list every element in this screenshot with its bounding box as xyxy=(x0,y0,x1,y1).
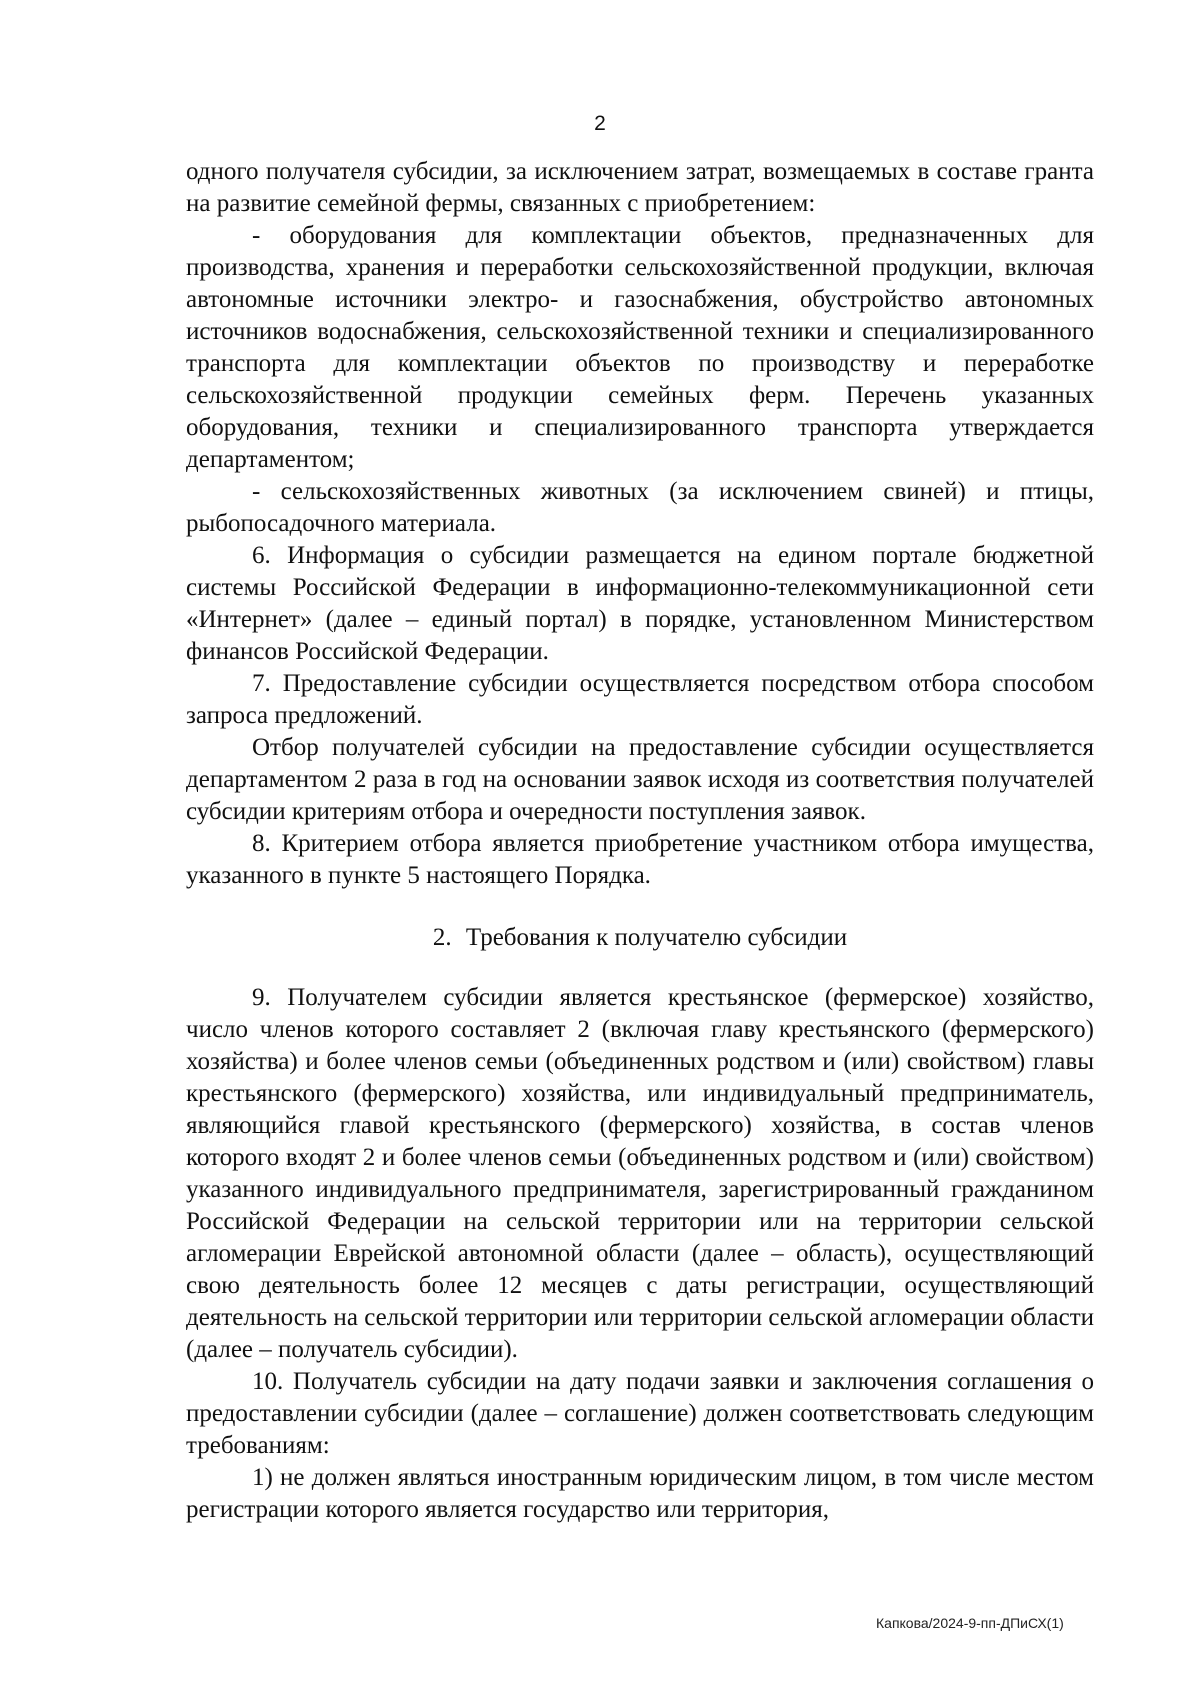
paragraph-selection: Отбор получателей субсидии на предоставление субсидии осуществляется департаментом 2 раза в год на основании заявок исходя из соответствия получателей субсидии критериям отбора и очередности поступления заявок. xyxy=(186,734,1094,825)
paragraph-7: 7. Предоставление субсидии осуществляется посредством отбора способом запроса предложений. xyxy=(186,670,1094,729)
section-heading xyxy=(186,922,1094,954)
page-number: 2 xyxy=(594,112,606,135)
paragraph-6: 6. Информация о субсидии размещается на едином портале бюджетной системы Российской Федерации в информационно-телекоммуникационной сети «Интернет» (далее – единый портал) в порядке, установленном Министерством финансов Российской Федерации. xyxy=(186,542,1094,665)
section-number: 2. xyxy=(432,924,452,951)
paragraph-continuation: одного получателя субсидии, за исключением затрат, возмещаемых в составе гранта на развитие семейной фермы, связанных с приобретением: xyxy=(186,158,1094,217)
document-code: Капкова/2024-9-пп-ДПиСХ(1) xyxy=(876,1615,1064,1631)
document-body xyxy=(186,156,1094,1526)
paragraph-animals: - сельскохозяйственных животных (за исключением свиней) и птицы, рыбопосадочного материала. xyxy=(186,478,1094,537)
paragraph-10: 10. Получатель субсидии на дату подачи заявки и заключения соглашения о предоставлении субсидии (далее – соглашение) должен соответствовать следующим требованиям: xyxy=(186,1368,1094,1459)
section-title: Требования к получателю субсидии xyxy=(465,924,848,951)
paragraph-equipment: - оборудования для комплектации объектов, предназначенных для производства, хранения и переработки сельскохозяйственной продукции, включая автономные источники электро- и газоснабжения, обустройство автономных источников водоснабжения, сельскохозяйственной техники и специализированного транспорта для комплектации объектов по производству и переработке сельскохозяйственной продукции семейных ферм. Перечень указанных оборудования, техники и специализированного транспорта утверждается департаментом; xyxy=(186,222,1094,473)
paragraph-9: 9. Получателем субсидии является крестьянское (фермерское) хозяйство, число членов которого составляет 2 (включая главу крестьянского (фермерского) хозяйства) и более членов семьи (объединенных родством и (или) свойством) главы крестьянского (фермерского) хозяйства, или индивидуальный предприниматель, являющийся главой крестьянского (фермерского) хозяйства, в состав членов которого входят 2 и более членов семьи (объединенных родством и (или) свойством) указанного индивидуального предпринимателя, зарегистрированный гражданином Российской Федерации на сельской территории или на территории сельской агломерации Еврейской автономной области (далее – область), осуществляющий свою деятельность более 12 месяцев с даты регистрации, осуществляющий деятельность на сельской территории или территории сельской агломерации области (далее – получатель субсидии). xyxy=(186,984,1094,1363)
paragraph-8: 8. Критерием отбора является приобретение участником отбора имущества, указанного в пункте 5 настоящего Порядка. xyxy=(186,830,1094,889)
paragraph-10-item-1: 1) не должен являться иностранным юридическим лицом, в том числе местом регистрации которого является государство или территория, xyxy=(186,1464,1094,1523)
